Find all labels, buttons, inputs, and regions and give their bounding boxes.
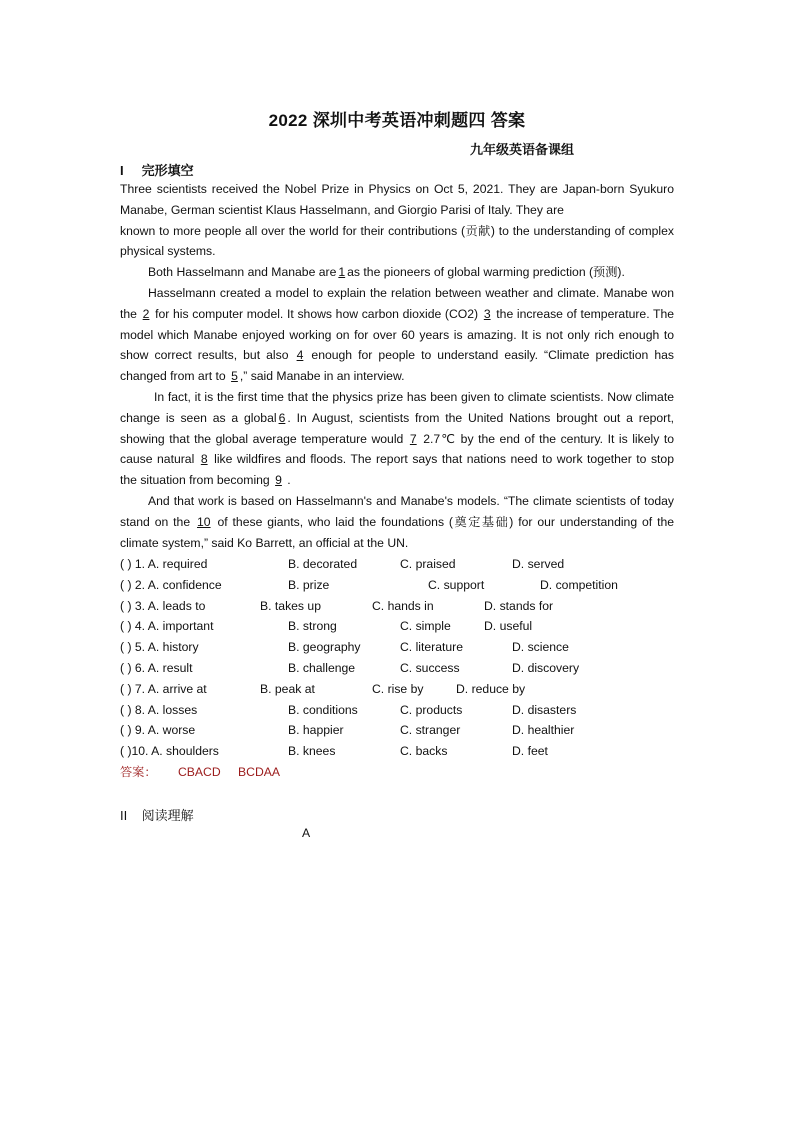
paragraph-text: . In August, scientists from the United Nations brought out a report, showing that the global average temperature would — [120, 410, 674, 446]
question-row — [120, 554, 680, 575]
question-number-option-a: ( ) 5. A. history — [120, 640, 199, 655]
option-d: D. served — [512, 557, 565, 571]
option-c: C. stranger — [400, 723, 461, 738]
question-number-option-a: ( ) 8. A. losses — [120, 702, 198, 717]
paragraph-2 — [120, 262, 674, 283]
option-d: D. reduce by — [456, 681, 526, 696]
paragraph-text: like wildfires and floods. The report says that nations need to work together to stop the situation from becoming — [120, 452, 674, 488]
option-d: D. disasters — [512, 702, 577, 717]
blank-9: 9 — [275, 473, 282, 488]
paragraph-text: 2.7℃ by the end of the century. It is likely to cause natural — [120, 431, 675, 467]
option-c: C. literature — [400, 640, 463, 655]
paragraph-text: for his computer model. It shows how carbon dioxide (CO2) — [155, 306, 479, 321]
question-row — [120, 720, 680, 741]
question-row — [120, 658, 680, 679]
option-d: D. feet — [512, 744, 548, 759]
answer-group-1: CBACD — [177, 765, 221, 779]
blank-6: 6 — [278, 410, 286, 425]
blank-3: 3 — [483, 306, 491, 321]
question-row — [120, 700, 680, 721]
paragraph-text: enough for people to understand easily. “Climate prediction has changed from art to — [120, 348, 675, 384]
paragraph-3 — [120, 283, 674, 387]
option-b: B. knees — [288, 744, 336, 759]
blank-1: 1 — [338, 265, 346, 280]
option-b: B. strong — [288, 619, 337, 634]
blank-4: 4 — [296, 348, 304, 363]
question-number-option-a: ( ) 9. A. worse — [120, 723, 196, 738]
paragraph-text: as the pioneers of global warming prediction (预测). — [347, 265, 625, 280]
paragraph-text: of these giants, who laid the foundations (奠定基础) for our understanding of the climate system,” said Ko Barrett, an official at the UN. — [120, 514, 675, 550]
paragraph-text: known to more people all over the world for their contributions (贡献) to the understanding of complex physical systems. — [120, 223, 674, 259]
question-number-option-a: ( ) 4. A. important — [120, 619, 214, 634]
blank-2: 2 — [142, 306, 150, 321]
answer-key — [120, 763, 294, 780]
option-b: B. prize — [288, 577, 330, 592]
cloze-passage — [120, 179, 674, 553]
question-number-option-a: ( ) 1. A. required — [120, 557, 208, 571]
section-heading-reading — [120, 805, 194, 824]
option-c: C. hands in — [372, 598, 434, 613]
option-d: D. healthier — [512, 723, 575, 738]
option-d: D. competition — [540, 577, 618, 592]
question-row — [120, 637, 680, 658]
option-d: D. science — [512, 640, 569, 655]
option-c: C. simple — [400, 619, 451, 634]
paragraph-text: ,” said Manabe in an interview. — [239, 369, 405, 384]
section-heading-cloze — [120, 160, 194, 179]
question-number-option-a: ( ) 7. A. arrive at — [120, 681, 207, 696]
option-b: B. takes up — [260, 598, 321, 613]
question-options — [120, 554, 680, 762]
option-d: D. stands for — [484, 598, 554, 613]
paragraph-text: Hasselmann created a model to explain the relation between weather and climate. Manabe won the — [120, 285, 674, 321]
paragraph-text: the increase of temperature. The model which Manabe enjoyed working on for over 60 years is amazing. It is not only rich enough to show correct results, but also — [120, 306, 675, 363]
answer-group-2: BCDAA — [238, 765, 281, 779]
question-number-option-a: ( )10. A. shoulders — [120, 744, 219, 759]
paragraph-4 — [120, 387, 674, 491]
question-row — [120, 679, 680, 700]
option-b: B. happier — [288, 723, 344, 738]
document-subtitle: 九年级英语备课组 — [470, 142, 575, 157]
option-d: D. useful — [484, 619, 533, 634]
option-b: B. geography — [288, 640, 361, 655]
blank-5: 5 — [231, 369, 238, 384]
question-row — [120, 575, 680, 596]
section-number: I — [120, 163, 124, 178]
paragraph-text: Both Hasselmann and Manabe are — [148, 265, 337, 280]
question-row — [120, 596, 680, 617]
question-number-option-a: ( ) 6. A. result — [120, 660, 193, 675]
section-title: 完形填空 — [141, 163, 194, 178]
option-b: B. challenge — [288, 660, 356, 675]
blank-7: 7 — [409, 431, 417, 446]
paragraph-1b — [120, 221, 674, 263]
passage-label: A — [302, 826, 311, 840]
paragraph-1 — [120, 179, 674, 221]
option-b: B. peak at — [260, 681, 315, 696]
question-row — [120, 741, 680, 762]
option-c: C. backs — [400, 744, 448, 759]
document-title: 2022 深圳中考英语冲刺题四 答案 — [268, 111, 526, 130]
blank-10: 10 — [197, 514, 211, 529]
blank-8: 8 — [200, 452, 208, 467]
paragraph-text: And that work is based on Hasselmann's and Manabe's models. “The climate scientists of today stand on the — [120, 493, 674, 529]
paragraph-text: Three scientists received the Nobel Prize in Physics on Oct 5, 2021. They are Japan-born Syukuro Manabe, German scientist Klaus Hasselmann, and Giorgio Parisi of Italy. They are — [120, 182, 674, 217]
option-d: D. discovery — [512, 660, 580, 675]
option-c: C. rise by — [372, 681, 424, 696]
option-b: B. conditions — [288, 702, 358, 717]
paragraph-text: In fact, it is the first time that the physics prize has been given to climate scientists. Now climate change is seen as a global — [120, 389, 674, 425]
question-number-option-a: ( ) 3. A. leads to — [120, 598, 206, 613]
paragraph-text: . — [287, 473, 291, 488]
option-c: C. support — [428, 577, 485, 592]
question-row — [120, 616, 680, 637]
paragraph-5 — [120, 491, 674, 553]
section-number: II — [120, 808, 128, 823]
option-c: C. success — [400, 660, 460, 675]
option-c: C. praised — [400, 557, 456, 571]
option-b: B. decorated — [288, 557, 358, 571]
question-number-option-a: ( ) 2. A. confidence — [120, 577, 222, 592]
answer-label: 答案： — [120, 765, 157, 779]
section-title: 阅读理解 — [141, 808, 194, 823]
option-c: C. products — [400, 702, 463, 717]
